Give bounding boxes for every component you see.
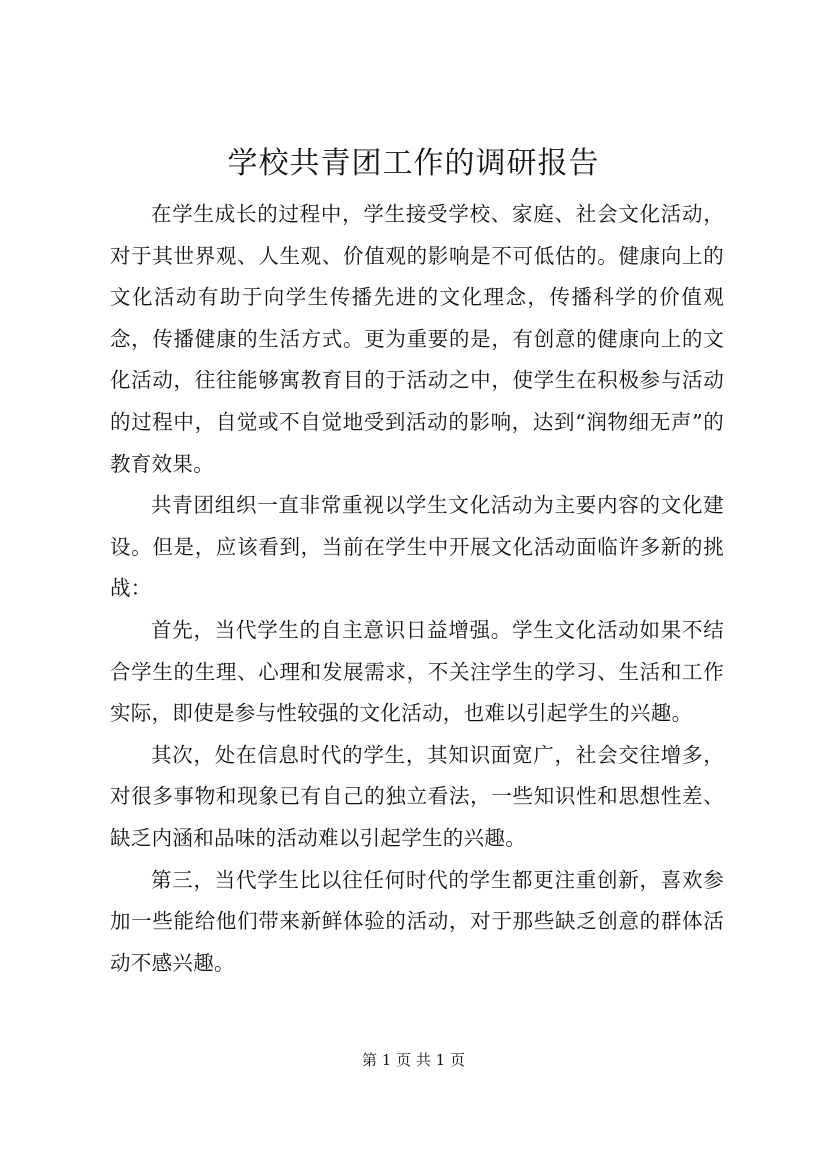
document-title: 学校共青团工作的调研报告 xyxy=(227,146,600,181)
paragraph-2: 共青团组织一直非常重视以学生文化活动为主要内容的文化建设。但是，应该看到，当前在学生中开展文化活动面临许多新的挑战： xyxy=(110,493,724,601)
paragraph-3: 首先，当代学生的自主意识日益增强。学生文化活动如果不结合学生的生理、心理和发展需求，不关注学生的学习、生活和工作实际，即使是参与性较强的文化活动，也难以引起学生的兴趣。 xyxy=(110,617,724,726)
document-body xyxy=(110,194,724,984)
paragraph-4: 其次，处在信息时代的学生，其知识面宽广，社会交往增多，对很多事物和现象已有自己的独立看法，一些知识性和思想性差、缺乏内涵和品味的活动难以引起学生的兴趣。 xyxy=(110,742,724,850)
page-footer: 第 1 页 共 1 页 xyxy=(362,1051,465,1069)
paragraph-1: 在学生成长的过程中，学生接受学校、家庭、社会文化活动，对于其世界观、人生观、价值观的影响是不可低估的。健康向上的文化活动有助于向学生传播先进的文化理念，传播科学的价值观念，传播健康的生活方式。更为重要的是，有创意的健康向上的文化活动，往往能够寓教育目的于活动之中，使学生在积极参与活动的过程中，自觉或不自觉地受到活动的影响，达到“润物细无声”的教育效果。 xyxy=(110,202,724,476)
paragraph-5: 第三，当代学生比以往任何时代的学生都更注重创新，喜欢参加一些能给他们带来新鲜体验的活动，对于那些缺乏创意的群体活动不感兴趣。 xyxy=(110,867,724,975)
